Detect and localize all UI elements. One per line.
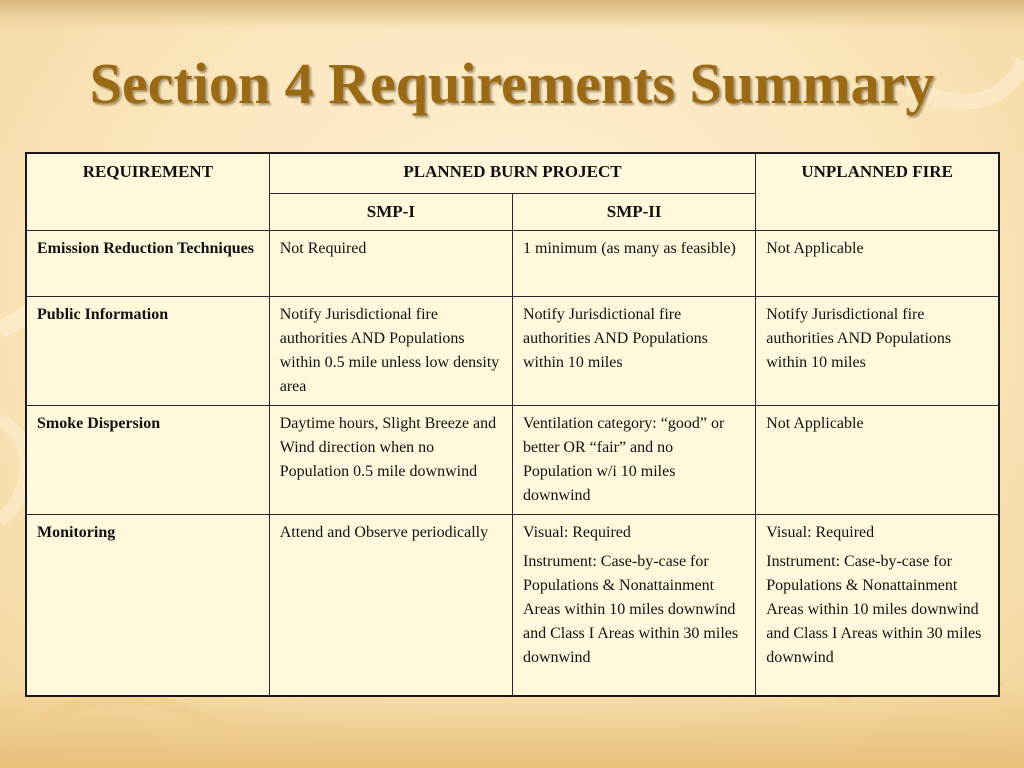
cell-smoke-unplanned: [756, 405, 999, 514]
column-header-planned-burn-project: PLANNED BURN PROJECT: [269, 153, 756, 193]
cell-text: Not Required: [279, 239, 367, 257]
cell-text: Notify Jurisdictional fire authorities AND Populations within 0.5 mile unless low density area: [279, 305, 500, 395]
column-header-smp-1: SMP-I: [269, 193, 512, 230]
column-header-smp-2: SMP-II: [513, 193, 756, 230]
cell-text: Daytime hours, Slight Breeze and Wind direction when no Population 0.5 mile downwind: [279, 414, 497, 480]
requirements-table: [25, 152, 1000, 697]
cell-smoke-smp-1: [269, 405, 512, 514]
cell-public-info-smp-2: [513, 296, 756, 405]
table-row: [26, 405, 999, 514]
row-label-public-information: Public Information: [26, 296, 269, 405]
cell-monitoring-smp-1: [269, 514, 512, 696]
cell-text: Instrument: Case-by-case for Populations & Nonattainment Areas within 10 miles downwind and Class I Areas within 30 miles downwind: [523, 552, 739, 666]
cell-public-info-smp-1: [269, 296, 512, 405]
column-header-unplanned-fire: UNPLANNED FIRE: [756, 153, 999, 230]
cell-public-info-unplanned: [756, 296, 999, 405]
table-header-row: [26, 153, 999, 193]
table-row: [26, 514, 999, 696]
cell-text: Not Applicable: [766, 414, 864, 432]
row-label-emission-reduction: Emission Reduction Techniques: [26, 230, 269, 296]
table-row: [26, 230, 999, 296]
cell-emission-smp-1: [269, 230, 512, 296]
cell-text: Visual: Required: [766, 523, 875, 541]
top-decorative-band: [0, 0, 1024, 30]
cell-text: 1 minimum (as many as feasible): [523, 239, 736, 257]
cell-text: Not Applicable: [766, 239, 864, 257]
cell-emission-smp-2: [513, 230, 756, 296]
table-row: [26, 296, 999, 405]
cell-monitoring-unplanned: [756, 514, 999, 696]
cell-monitoring-smp-2: [513, 514, 756, 696]
cell-text: Ventilation category: “good” or better OR “fair” and no Population w/i 10 miles downwind: [523, 414, 725, 504]
cell-text: Visual: Required: [523, 523, 631, 541]
row-label-monitoring: Monitoring: [26, 514, 269, 696]
row-label-smoke-dispersion: Smoke Dispersion: [26, 405, 269, 514]
cell-emission-unplanned: [756, 230, 999, 296]
cell-smoke-smp-2: [513, 405, 756, 514]
cell-text: Instrument: Case-by-case for Populations & Nonattainment Areas within 10 miles downwind and Class I Areas within 30 miles downwind: [766, 552, 982, 666]
cell-text: Notify Jurisdictional fire authorities AND Populations within 10 miles: [766, 305, 952, 371]
column-header-requirement: REQUIREMENT: [26, 153, 269, 230]
slide-title: Section 4 Requirements Summary: [89, 51, 935, 116]
cell-text: Notify Jurisdictional fire authorities AND Populations within 10 miles: [523, 305, 708, 371]
cell-text: Attend and Observe periodically: [279, 523, 489, 541]
